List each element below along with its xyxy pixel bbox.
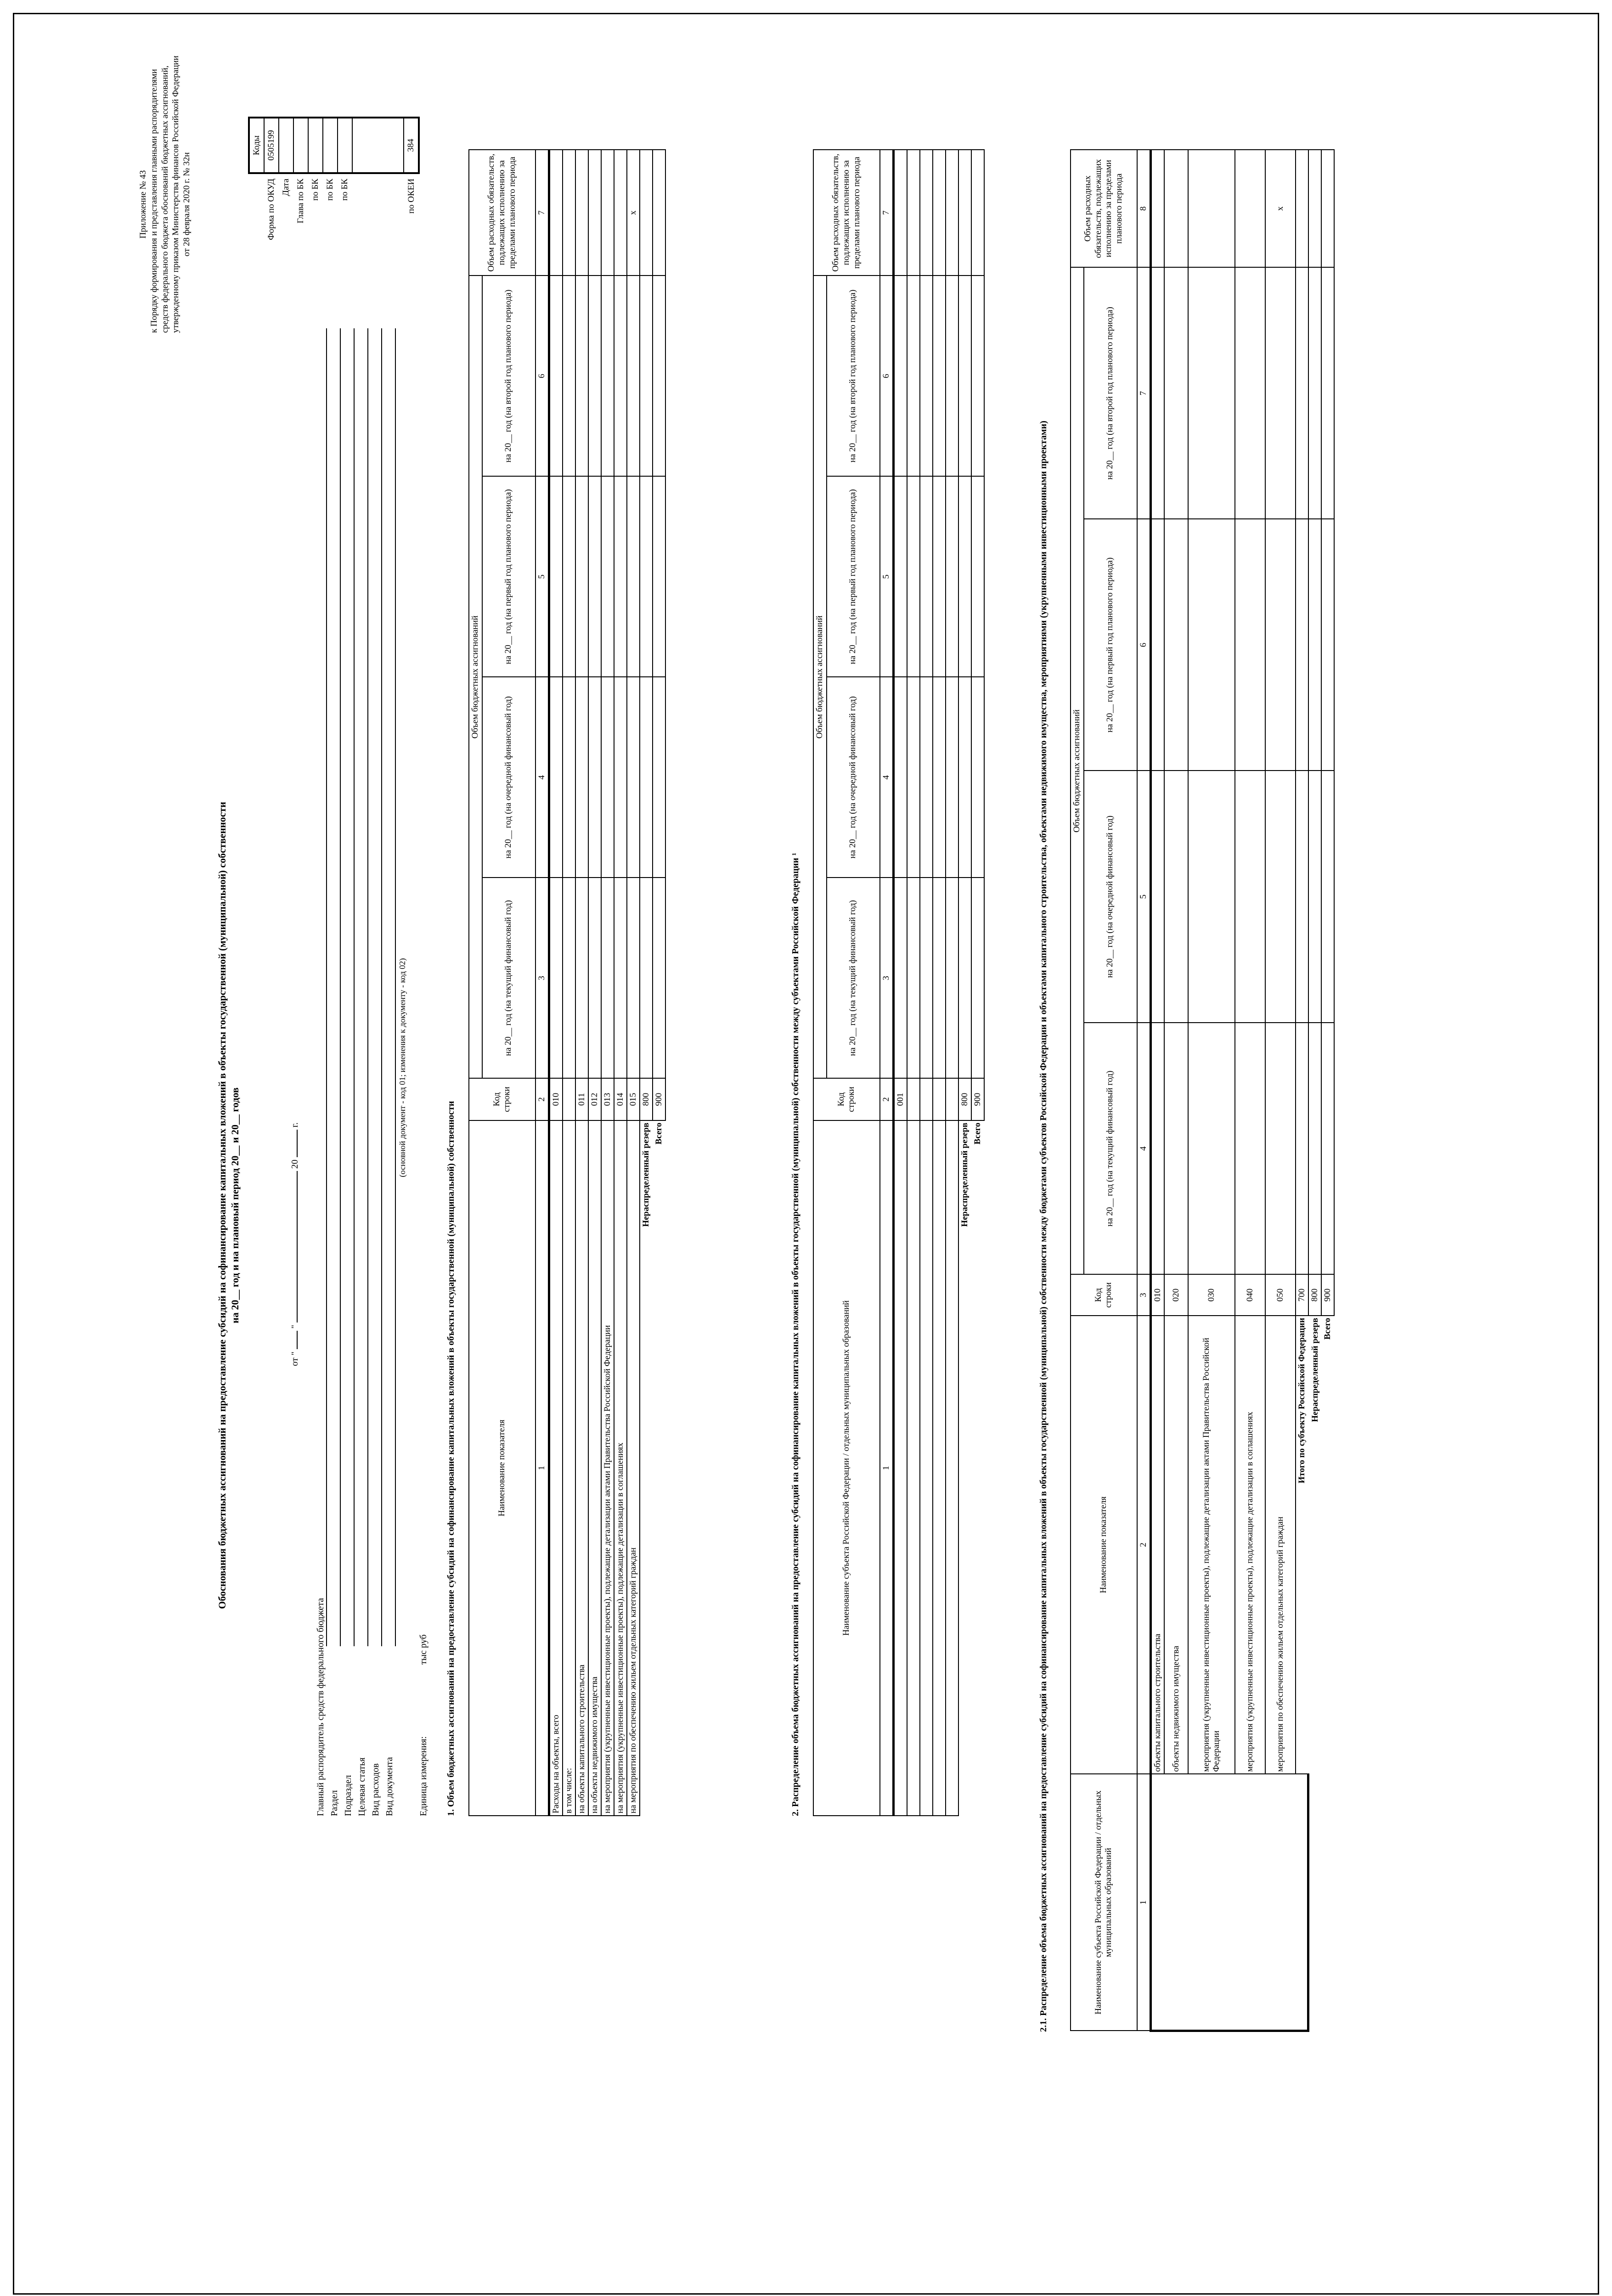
cell[interactable] xyxy=(1296,519,1308,771)
cell[interactable] xyxy=(907,1120,920,1816)
cell[interactable] xyxy=(549,276,563,476)
s21-subject-cell[interactable] xyxy=(1150,1774,1308,2031)
s21-colnum: 4 xyxy=(1137,1023,1151,1275)
cell[interactable] xyxy=(1265,519,1296,771)
cell[interactable] xyxy=(893,150,907,276)
s21-row-name: объекты недвижимого имущества xyxy=(1164,1316,1188,1774)
s2-col-y1: на 20__ год (на очередной финансовый год) xyxy=(827,677,880,878)
cell[interactable] xyxy=(946,1078,958,1120)
table-row xyxy=(958,150,971,1816)
cell[interactable] xyxy=(549,476,563,677)
s21-col-name: Наименование показателя xyxy=(1071,1316,1137,1774)
s21-subtotal-code: 700 xyxy=(1296,1275,1308,1316)
cell[interactable] xyxy=(946,1120,958,1816)
date-prefix: от " xyxy=(290,1351,300,1366)
code-value-date[interactable] xyxy=(279,118,293,173)
cell[interactable] xyxy=(563,276,575,476)
table-row xyxy=(1235,150,1265,2031)
cell[interactable] xyxy=(614,150,627,276)
code-label: по БК xyxy=(310,179,320,201)
s2-colnum: 1 xyxy=(880,1120,894,1816)
table-row xyxy=(1296,150,1308,2031)
s1-colnum: 6 xyxy=(535,276,549,476)
cell[interactable] xyxy=(601,276,614,476)
s1-col-y3: на 20__ год (на второй год планового периода) xyxy=(482,276,535,476)
cell[interactable] xyxy=(920,1078,933,1120)
codes-header: Коды xyxy=(249,118,264,173)
cell[interactable] xyxy=(601,476,614,677)
cell[interactable] xyxy=(601,150,614,276)
code-value-bk[interactable] xyxy=(338,118,352,173)
s2-colnum: 5 xyxy=(880,476,894,677)
cell[interactable] xyxy=(575,276,588,476)
cell[interactable] xyxy=(920,476,933,677)
form-title-period: на 20__ год и на плановый период 20__ и 20__ годов xyxy=(229,1087,241,1323)
s1-reserve-label: Нераспределенный резерв xyxy=(640,1120,653,1816)
code-label: по БК xyxy=(340,179,349,201)
cell[interactable] xyxy=(549,150,563,276)
s1-colnum: 5 xyxy=(535,476,549,677)
field-line[interactable] xyxy=(340,328,341,1646)
cell[interactable] xyxy=(1296,1023,1308,1275)
field-label: Подраздел xyxy=(343,1775,353,1816)
s1-col-y2: на 20__ год (на первый год планового периода) xyxy=(482,476,535,677)
cell[interactable] xyxy=(907,1078,920,1120)
unit-value: тыс руб xyxy=(418,1634,428,1665)
cell[interactable] xyxy=(920,1120,933,1816)
cell[interactable] xyxy=(946,276,958,476)
s21-row-code: 050 xyxy=(1265,1275,1296,1316)
code-value-bk[interactable] xyxy=(323,118,338,173)
section1-table xyxy=(468,149,666,1816)
cell[interactable] xyxy=(1188,1023,1235,1275)
cell[interactable] xyxy=(958,878,971,1078)
cell[interactable] xyxy=(614,476,627,677)
s21-row-code: 040 xyxy=(1235,1275,1265,1316)
section2-table xyxy=(813,149,985,1816)
s2-col-y2: на 20__ год (на первый год планового периода) xyxy=(827,476,880,677)
cell[interactable] xyxy=(1150,771,1164,1023)
table-row xyxy=(549,150,563,1816)
cell[interactable] xyxy=(1296,267,1308,519)
code-value-okud[interactable]: 0505199 xyxy=(264,118,279,173)
cell[interactable] xyxy=(907,878,920,1078)
s21-row-name: объекты капитального строительства xyxy=(1150,1316,1164,1774)
s1-row-code xyxy=(563,1078,575,1120)
table-row xyxy=(971,150,984,1816)
s1-row-name: на мероприятия (укрупненные инвестиционные проекты), подлежащие детализации актами Правительства Российской Федерации xyxy=(601,1120,614,1816)
cell[interactable] xyxy=(1164,519,1188,771)
table-row xyxy=(653,150,665,1816)
date-line xyxy=(289,953,301,1366)
cell[interactable] xyxy=(971,476,984,677)
cell[interactable] xyxy=(933,1078,946,1120)
cell[interactable] xyxy=(1265,771,1296,1023)
cell[interactable] xyxy=(893,476,907,677)
date-quote: " xyxy=(290,1325,300,1329)
field-label: Целевая статья xyxy=(357,1757,367,1816)
cell[interactable] xyxy=(614,276,627,476)
s21-col-y1: на 20__ год (на очередной финансовый год) xyxy=(1084,771,1137,1023)
field-label: Раздел xyxy=(329,1790,339,1816)
cell[interactable] xyxy=(893,1120,907,1816)
s1-row-code: 014 xyxy=(614,1078,627,1120)
s1-colnum: 2 xyxy=(535,1078,549,1120)
s1-col-y1: на 20__ год (на очередной финансовый год) xyxy=(482,677,535,878)
cell[interactable] xyxy=(614,878,627,1078)
s2-col-volume: Объем бюджетных ассигнований xyxy=(813,276,827,1078)
cell[interactable] xyxy=(971,677,984,878)
table-row xyxy=(1308,150,1322,2031)
cell[interactable] xyxy=(920,878,933,1078)
s2-col-y0: на 20__ год (на текущий финансовый год) xyxy=(827,878,880,1078)
cell[interactable] xyxy=(1164,150,1188,267)
s1-row-name: на мероприятия (укрупненные инвестиционные проекты), подлежащие детализации в соглашениях xyxy=(614,1120,627,1816)
s2-reserve-label: Нераспределенный резерв xyxy=(958,1120,971,1816)
doc-type-note: (основной документ - код 01; изменения к документу - код 02) xyxy=(398,958,407,1177)
s21-reserve-label: Нераспределенный резерв xyxy=(1308,1316,1322,2031)
cell[interactable] xyxy=(1296,150,1308,267)
s2-col-obligations: Объем расходных обязательств, подлежащих исполнению за пределами планового периода xyxy=(813,150,880,276)
cell[interactable] xyxy=(1188,150,1235,267)
s1-row-code: 011 xyxy=(575,1078,588,1120)
cell[interactable] xyxy=(588,878,601,1078)
cell[interactable] xyxy=(563,878,575,1078)
s21-subtotal-label: Итого по субъекту Российской Федерации xyxy=(1296,1316,1308,1774)
s21-row-name: мероприятия по обеспечению жильем отдельных категорий граждан xyxy=(1265,1316,1296,1774)
cell[interactable] xyxy=(1150,1023,1164,1275)
cell[interactable] xyxy=(1235,519,1265,771)
s21-col-code: Код строки xyxy=(1071,1275,1137,1316)
field-line[interactable] xyxy=(395,328,396,1646)
s1-total-label: Всего xyxy=(653,1120,665,1816)
code-value-okei[interactable]: 384 xyxy=(404,118,419,173)
section1-title: 1. Объем бюджетных ассигнований на предоставление субсидий на софинансирование капитальных вложений в объекты государственной (муниципальной) собственности xyxy=(446,1101,456,1816)
cell[interactable] xyxy=(653,476,665,677)
cell[interactable] xyxy=(588,476,601,677)
s2-col-name: Наименование субъекта Российской Федерации / отдельных муниципальных образований xyxy=(813,1120,880,1816)
s1-col-name: Наименование показателя xyxy=(469,1120,535,1816)
cell[interactable] xyxy=(933,677,946,878)
s21-col-y3: на 20__ год (на второй год планового периода) xyxy=(1084,267,1137,519)
cell[interactable]: x xyxy=(627,150,640,276)
table-row xyxy=(1150,150,1164,2031)
field-line[interactable] xyxy=(367,328,368,1646)
cell[interactable]: x xyxy=(1265,150,1296,267)
cell[interactable] xyxy=(1308,771,1322,1023)
s1-colnum: 4 xyxy=(535,677,549,878)
appendix-line: Приложение № 43 xyxy=(138,170,148,239)
table-row xyxy=(920,150,933,1816)
cell[interactable] xyxy=(563,476,575,677)
s1-colnum: 1 xyxy=(535,1120,549,1816)
appendix-note xyxy=(138,56,192,333)
s21-colnum: 7 xyxy=(1137,267,1151,519)
s2-reserve-code: 800 xyxy=(958,1078,971,1120)
cell[interactable] xyxy=(640,276,653,476)
cell[interactable] xyxy=(601,878,614,1078)
s21-col-y0: на 20__ год (на текущий финансовый год) xyxy=(1084,1023,1137,1275)
cell[interactable] xyxy=(946,878,958,1078)
cell[interactable] xyxy=(1308,150,1322,267)
table-row xyxy=(640,150,653,1816)
s21-col-obligations: Объем расходных обязательств, подлежащих исполнению за пределами планового периода xyxy=(1071,150,1137,267)
cell[interactable] xyxy=(1150,519,1164,771)
cell[interactable] xyxy=(601,677,614,878)
cell[interactable] xyxy=(893,878,907,1078)
table-row xyxy=(946,150,958,1816)
s2-col-code: Код строки xyxy=(813,1078,880,1120)
cell[interactable] xyxy=(640,878,653,1078)
s21-row-code: 010 xyxy=(1150,1275,1164,1316)
date-suffix: г. xyxy=(290,1122,300,1128)
cell[interactable] xyxy=(958,150,971,276)
cell[interactable] xyxy=(575,150,588,276)
cell[interactable] xyxy=(1188,519,1235,771)
s21-total-label: Всего xyxy=(1321,1316,1334,2031)
form-title xyxy=(216,287,241,2124)
cell[interactable] xyxy=(1188,267,1235,519)
date-year-prefix: 20 xyxy=(290,1159,300,1169)
cell[interactable] xyxy=(971,150,984,276)
s21-row-code: 020 xyxy=(1164,1275,1188,1316)
cell[interactable] xyxy=(1164,1023,1188,1275)
cell[interactable] xyxy=(1321,150,1334,267)
s2-colnum: 3 xyxy=(880,878,894,1078)
s1-row-code: 012 xyxy=(588,1078,601,1120)
s2-colnum: 7 xyxy=(880,150,894,276)
s1-colnum: 7 xyxy=(535,150,549,276)
s2-colnum: 6 xyxy=(880,276,894,476)
appendix-line: утвержденному приказом Министерства финансов Российской Федерации xyxy=(171,56,181,333)
cell[interactable] xyxy=(1235,267,1265,519)
cell[interactable] xyxy=(563,677,575,878)
cell[interactable] xyxy=(563,150,575,276)
section2-title: 2. Распределение объема бюджетных ассигнований на предоставление субсидий на софинансирование капитальных вложений в объекты государственной (муниципальной) собственности между субъектами Российской Федерации ¹ xyxy=(790,853,800,1816)
cell[interactable] xyxy=(1321,519,1334,771)
table-row xyxy=(563,150,575,1816)
s1-row-code: 015 xyxy=(627,1078,640,1120)
cell[interactable] xyxy=(946,150,958,276)
cell[interactable] xyxy=(1188,771,1235,1023)
cell[interactable] xyxy=(627,677,640,878)
table-row xyxy=(614,150,627,1816)
cell[interactable] xyxy=(958,677,971,878)
cell[interactable] xyxy=(588,677,601,878)
s21-colnum: 8 xyxy=(1137,150,1151,267)
cell[interactable] xyxy=(893,276,907,476)
cell[interactable] xyxy=(933,476,946,677)
s21-row-name: мероприятия (укрупненные инвестиционные проекты), подлежащие детализации в соглашениях xyxy=(1235,1316,1265,1774)
appendix-line: к Порядку формирования и представления главными распорядителями xyxy=(149,69,159,333)
table-row xyxy=(1164,150,1188,2031)
s2-colnum: 4 xyxy=(880,677,894,878)
s21-colnum: 3 xyxy=(1137,1275,1151,1316)
s21-total-code: 900 xyxy=(1321,1275,1334,1316)
s1-row-name: на объекты капитального строительства xyxy=(575,1120,588,1816)
cell[interactable] xyxy=(1235,771,1265,1023)
s21-colnum: 5 xyxy=(1137,771,1151,1023)
table-row xyxy=(627,150,640,1816)
cell[interactable] xyxy=(640,677,653,878)
cell[interactable] xyxy=(958,476,971,677)
section21-table xyxy=(1070,149,1335,2032)
cell[interactable] xyxy=(1164,771,1188,1023)
s21-col-y2: на 20__ год (на первый год планового периода) xyxy=(1084,519,1137,771)
cell[interactable] xyxy=(1235,150,1265,267)
cell[interactable] xyxy=(653,276,665,476)
s21-colnum: 2 xyxy=(1137,1316,1151,1774)
cell[interactable] xyxy=(907,476,920,677)
cell[interactable] xyxy=(920,677,933,878)
cell[interactable] xyxy=(1321,1023,1334,1275)
table-row xyxy=(893,150,907,1816)
cell[interactable] xyxy=(946,677,958,878)
code-value-doc[interactable] xyxy=(352,118,404,173)
field-label: Вид документа xyxy=(384,1757,395,1816)
s1-col-obligations: Объем расходных обязательств, подлежащих исполнению за пределами планового периода xyxy=(469,150,535,276)
cell[interactable] xyxy=(1321,771,1334,1023)
s1-colnum: 3 xyxy=(535,878,549,1078)
cell[interactable] xyxy=(653,150,665,276)
table-row xyxy=(1265,150,1296,2031)
cell[interactable] xyxy=(1308,267,1322,519)
cell[interactable] xyxy=(1321,267,1334,519)
s21-col-subject: Наименование субъекта Российской Федерации / отдельных муниципальных образований xyxy=(1071,1774,1137,2031)
cell[interactable] xyxy=(933,276,946,476)
cell[interactable] xyxy=(614,677,627,878)
table-row xyxy=(601,150,614,1816)
cell[interactable] xyxy=(958,276,971,476)
s2-total-label: Всего xyxy=(971,1120,984,1816)
cell[interactable] xyxy=(971,878,984,1078)
cell[interactable] xyxy=(653,677,665,878)
section21-title: 2.1. Распределение объема бюджетных ассигнований на предоставление субсидий на софинансирование капитальных вложений в объекты государственной (муниципальной) собственности между бюджетами субъектов Российской Федерации и объектами капитального строительства, объектами недвижимого имущества, мероприятиями (укрупненными инвестиционными проектами) xyxy=(1038,421,1048,2032)
cell[interactable] xyxy=(1164,267,1188,519)
unit-label: Единица измерения: xyxy=(418,1736,428,1816)
field-label: Главный распорядитель средств федерального бюджета xyxy=(316,1598,326,1816)
code-label: Глава по БК xyxy=(296,179,305,224)
cell[interactable] xyxy=(933,878,946,1078)
cell[interactable] xyxy=(920,276,933,476)
s21-col-volume: Объем бюджетных ассигнований xyxy=(1071,267,1084,1274)
cell[interactable] xyxy=(946,476,958,677)
s1-row-name: на объекты недвижимого имущества xyxy=(588,1120,601,1816)
s1-col-code: Код строки xyxy=(469,1078,535,1120)
cell[interactable] xyxy=(933,150,946,276)
s1-col-volume: Объем бюджетных ассигнований xyxy=(469,276,482,1078)
s21-colnum: 1 xyxy=(1137,1774,1151,2031)
form-title-line: Обоснования бюджетных ассигнований на предоставление субсидий на софинансирование капитальных вложений в объекты государственной (муниципальной) собственности xyxy=(216,802,228,1609)
cell[interactable] xyxy=(1265,1023,1296,1275)
cell[interactable] xyxy=(575,878,588,1078)
cell[interactable] xyxy=(1265,267,1296,519)
table-row xyxy=(588,150,601,1816)
cell[interactable] xyxy=(1150,267,1164,519)
code-value-bk[interactable] xyxy=(308,118,323,173)
table-row xyxy=(1321,150,1334,2031)
field-line[interactable] xyxy=(326,328,327,1646)
cell[interactable] xyxy=(893,677,907,878)
s1-row-name: Расходы на объекты, всего xyxy=(549,1120,563,1816)
s2-colnum: 2 xyxy=(880,1078,894,1120)
s1-row-name: на мероприятия по обеспечению жильем отдельных категорий граждан xyxy=(627,1120,640,1816)
cell[interactable] xyxy=(1150,150,1164,267)
code-label: Дата xyxy=(281,179,291,196)
s1-reserve-code: 800 xyxy=(640,1078,653,1120)
cell[interactable] xyxy=(588,276,601,476)
cell[interactable] xyxy=(549,878,563,1078)
s21-row-code: 030 xyxy=(1188,1275,1235,1316)
s1-row-name: в том числе: xyxy=(563,1120,575,1816)
cell[interactable] xyxy=(653,878,665,1078)
s21-row-name: мероприятия (укрупненные инвестиционные проекты), подлежащие детализации актами Правительства Российской Федерации xyxy=(1188,1316,1235,1774)
s21-reserve-code: 800 xyxy=(1308,1275,1322,1316)
table-row xyxy=(907,150,920,1816)
table-row xyxy=(933,150,946,1816)
cell[interactable] xyxy=(575,677,588,878)
code-label: по БК xyxy=(325,179,335,201)
cell[interactable] xyxy=(1308,519,1322,771)
codes-box xyxy=(248,117,420,269)
table-row xyxy=(575,150,588,1816)
cell[interactable] xyxy=(907,276,920,476)
s1-row-code: 010 xyxy=(549,1078,563,1120)
date-day-field[interactable] xyxy=(297,1331,298,1349)
cell[interactable] xyxy=(588,150,601,276)
s1-col-y0: на 20__ год (на текущий финансовый год) xyxy=(482,878,535,1078)
field-label: Вид расходов xyxy=(371,1763,381,1816)
cell[interactable] xyxy=(1308,1023,1322,1275)
cell[interactable] xyxy=(907,150,920,276)
cell[interactable] xyxy=(627,476,640,677)
date-month-field[interactable] xyxy=(297,1171,298,1322)
cell[interactable] xyxy=(640,476,653,677)
s2-col-y3: на 20__ год (на второй год планового периода) xyxy=(827,276,880,476)
cell[interactable] xyxy=(971,276,984,476)
date-year-field[interactable] xyxy=(297,1130,298,1157)
s2-total-code: 900 xyxy=(971,1078,984,1120)
code-label: по ОКЕИ xyxy=(406,179,416,214)
field-line[interactable] xyxy=(381,328,382,1646)
appendix-line: от 28 февраля 2020 г. № 32н xyxy=(182,152,192,257)
s21-colnum: 6 xyxy=(1137,519,1151,771)
code-label xyxy=(352,173,404,269)
cell[interactable] xyxy=(549,677,563,878)
s1-total-code: 900 xyxy=(653,1078,665,1120)
cell[interactable] xyxy=(627,276,640,476)
field-line[interactable] xyxy=(354,328,355,1646)
cell[interactable] xyxy=(920,150,933,276)
code-label: Форма по ОКУД xyxy=(266,179,276,240)
appendix-line: средств федерального бюджета обоснований бюджетных ассигнований, xyxy=(160,65,170,333)
cell[interactable] xyxy=(1296,771,1308,1023)
cell[interactable] xyxy=(627,878,640,1078)
cell[interactable] xyxy=(907,677,920,878)
table-row xyxy=(1188,150,1235,2031)
s1-row-code: 013 xyxy=(601,1078,614,1120)
cell[interactable] xyxy=(933,1120,946,1816)
cell[interactable] xyxy=(1235,1023,1265,1275)
s2-row-code: 001 xyxy=(893,1078,907,1120)
code-value-glava[interactable] xyxy=(293,118,308,173)
cell[interactable] xyxy=(640,150,653,276)
cell[interactable] xyxy=(575,476,588,677)
